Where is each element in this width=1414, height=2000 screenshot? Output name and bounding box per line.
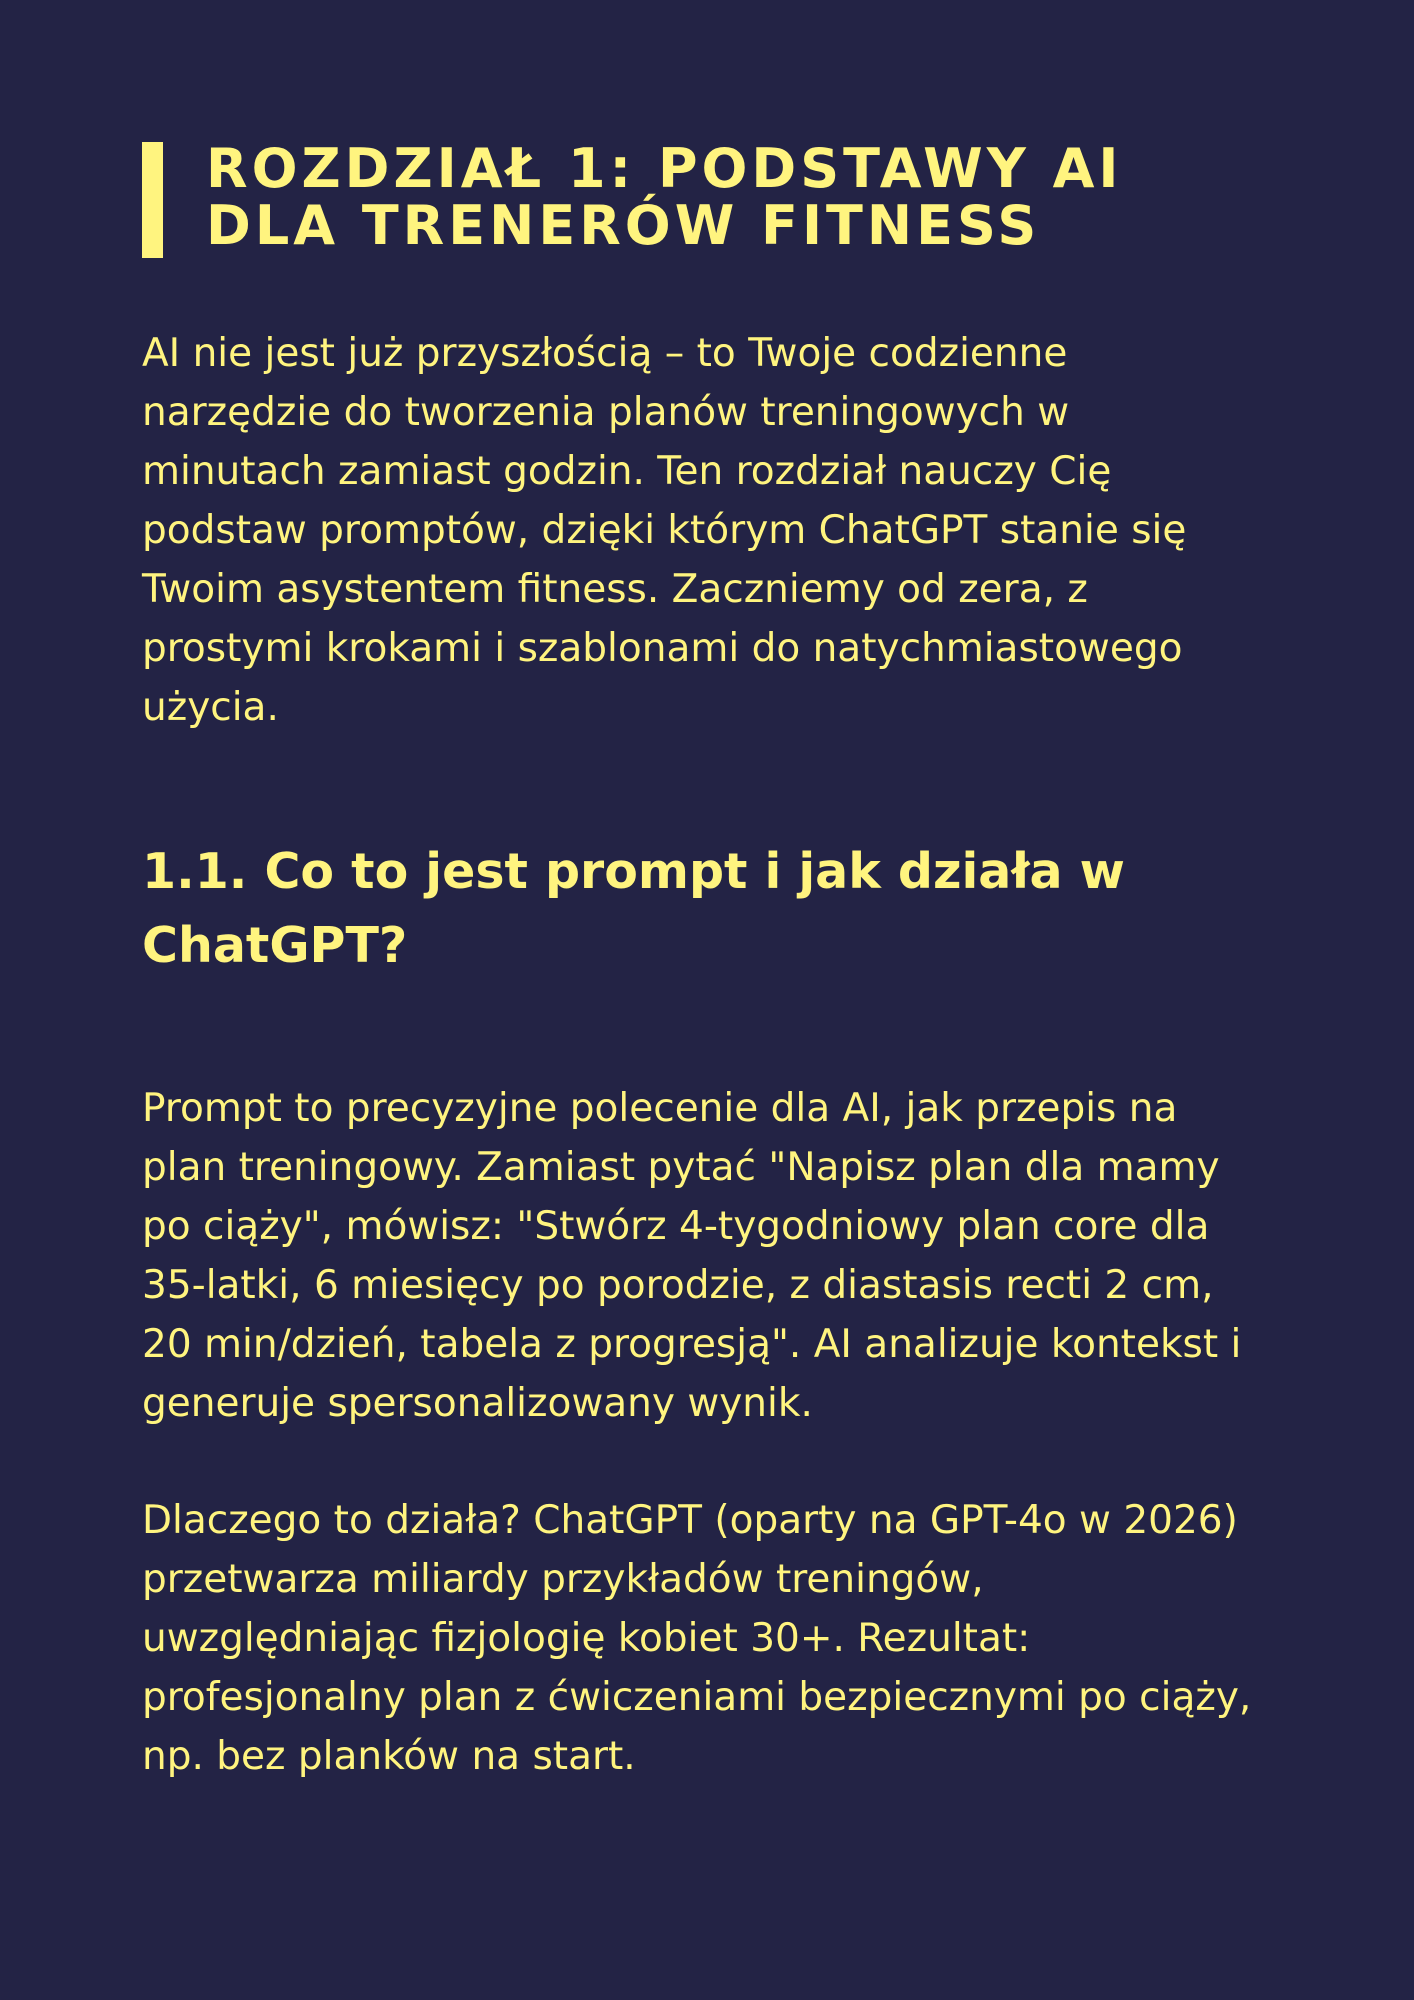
chapter-heading [142,137,1282,257]
document-content [142,137,1282,1786]
section-title: 1.1. Co to jest prompt i jak działa w ChatGPT? [142,843,1125,974]
intro-paragraph: AI nie jest już przyszłością – to Twoje codzienne narzędzie do tworzenia planów treningowych w minutach zamiast godzin. Ten rozdział nauczy Cię podstaw promptów, dzięki którym ChatGPT stanie się Twoim asystentem fitness. Zaczniemy od zera, z prostymi krokami i szablonami do natychmiastowego użycia. [142,331,1187,730]
section-paragraph-2: Dlaczego to działa? ChatGPT (oparty na GPT-4o w 2026) przetwarza miliardy przykładów treningów, uwzględniając fizjologię kobiet 30+. Rezultat: profesjonalny plan z ćwiczeniami bezpiecznymi po ciąży, np. bez planków na start. [142,1498,1252,1779]
chapter-title: ROZDZIAŁ 1: PODSTAWY AI DLA TRENERÓW FITNESS [206,137,1123,257]
chapter-accent-bar [142,142,163,258]
section-paragraph-1: Prompt to precyzyjne polecenie dla AI, jak przepis na plan treningowy. Zamiast pytać "Napisz plan dla mamy po ciąży", mówisz: "Stwórz 4-tygodniowy plan core dla 35-latki, 6 miesięcy po porodzie, z diastasis recti 2 cm, 20 min/dzień, tabela z progresją". AI analizuje kontekst i generuje spersonalizowany wynik. [142,1086,1242,1426]
